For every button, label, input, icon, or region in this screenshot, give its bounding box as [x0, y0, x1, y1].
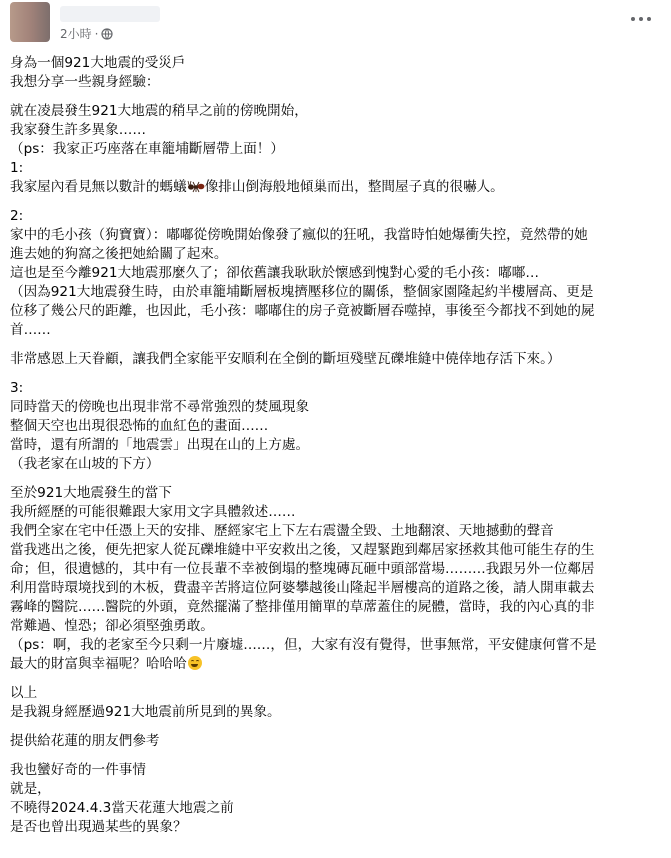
post-line: 利用當時環境找到的木板，費盡辛苦將這位阿婆攀越後山隆起半層樓高的道路之後，請人開車載去	[10, 580, 595, 596]
post-line-text: 像排山倒海般地傾巢而出，整間屋子真的很嚇人。	[204, 179, 504, 195]
post-line: 3:	[10, 380, 24, 396]
post-line: 我想分享一些親身經驗：	[10, 74, 160, 90]
post-line: 常難過、惶恐；卻必須堅強勇敢。	[10, 618, 214, 634]
post-line: 以上	[10, 685, 38, 701]
post-line: 當我逃出之後，便先把家人從瓦礫堆縫中平安救出之後，又趕緊跑到鄰居家拯救其他可能生存的生	[10, 542, 595, 558]
post-line: 進去她的狗窩之後把她給關了起來。	[10, 246, 228, 262]
post-line: 命；但，很遺憾的，其中有一位長輩不幸被倒塌的整塊磚瓦砸中頭部當場………我跟另外一位鄰居	[10, 561, 595, 577]
post-line: 霧峰的醫院……醫院的外頭，竟然擺滿了整排僅用簡單的草蓆蓋住的屍體，當時，我的內心真的非	[10, 599, 595, 615]
post-line-text: 最大的財富與幸福呢？哈哈哈	[10, 656, 187, 672]
post-line: 我家發生許多異象……	[10, 122, 146, 138]
meta-separator: ·	[94, 27, 99, 41]
post-line: 首……	[10, 322, 51, 338]
post-line: 當時，還有所謂的「地震雲」出現在山的上方處。	[10, 437, 310, 453]
avatar[interactable]	[10, 2, 50, 42]
post-line: 是否也曾出現過某些的異象？	[10, 819, 187, 835]
post-line: （因為921大地震發生時，由於車籠埔斷層板塊擠壓移位的關係，整個家園隆起約半樓層高、更是	[10, 284, 594, 300]
post-line: 同時當天的傍晚也出現非常不尋常強烈的焚風現象	[10, 399, 310, 415]
post-header	[0, 0, 671, 44]
post-line-text: 我家屋內看見無以數計的螞蟻	[10, 179, 187, 195]
more-options-dot	[639, 17, 643, 21]
post-line: 2:	[10, 208, 24, 224]
post-line: 我也蠻好奇的一件事情	[10, 762, 146, 778]
post-line: 提供給花蓮的朋友們參考	[10, 733, 160, 749]
author-name-redacted[interactable]	[60, 6, 160, 22]
post-line: 這也是至今離921大地震那麼久了；卻依舊讓我耿耿於懷感到愧對心愛的毛小孩：嘟嘟…	[10, 265, 539, 281]
globe-icon	[101, 28, 113, 44]
post-line: （ps：我家正巧座落在車籠埔斷層帶上面！）	[10, 141, 284, 157]
post-meta	[60, 26, 113, 44]
post-line: 我們全家在宅中任憑上天的安排、歷經家宅上下左右震盪全毀、土地翻滾、天地撼動的聲音	[10, 523, 554, 539]
post-line: 整個天空也出現很恐怖的血紅色的畫面……	[10, 418, 269, 434]
more-options-dot	[647, 17, 651, 21]
post-line: （ps：啊，我的老家至今只剩一片廢墟……，但，大家有沒有覺得，世事無常，平安健康何嘗不是	[10, 637, 597, 653]
post-timestamp[interactable]: 2小時	[60, 27, 92, 41]
post-line: 家中的毛小孩（狗寶寶）：嘟嘟從傍晚開始像發了瘋似的狂吼，我當時怕她爆衝失控，竟然帶的她	[10, 227, 588, 243]
post-line: 1:	[10, 160, 24, 176]
more-options-button[interactable]	[629, 9, 653, 29]
post-line	[10, 655, 662, 674]
post-line: 我所經歷的可能很難跟大家用文字具體敘述……	[10, 504, 296, 520]
ant-emoji	[187, 179, 205, 199]
post-line: 就在凌晨發生921大地震的稍早之前的傍晚開始，	[10, 103, 308, 119]
post-line: 至於921大地震發生的當下	[10, 485, 172, 501]
more-options-icon	[631, 17, 635, 21]
post-line: 不曉得2024.4.3當天花蓮大地震之前	[10, 800, 234, 816]
grinning-emoji	[188, 656, 202, 670]
post-line: 位移了幾公尺的距離，也因此，毛小孩：嘟嘟住的房子竟被斷層吞噬掉，事後至今都找不到她的屍	[10, 303, 595, 319]
post-line: 非常感恩上天眷顧，讓我們全家能平安順利在全倒的斷垣殘壁瓦礫堆縫中僥倖地存活下來。）	[10, 351, 561, 367]
post-line	[10, 178, 662, 197]
post-line: 就是，	[10, 781, 51, 797]
post-body	[10, 54, 662, 837]
post-line: 身為一個921大地震的受災戶	[10, 55, 186, 71]
post-line: （我老家在山坡的下方）	[10, 456, 160, 472]
post-line: 是我親身經歷過921大地震前所見到的異象。	[10, 704, 281, 720]
